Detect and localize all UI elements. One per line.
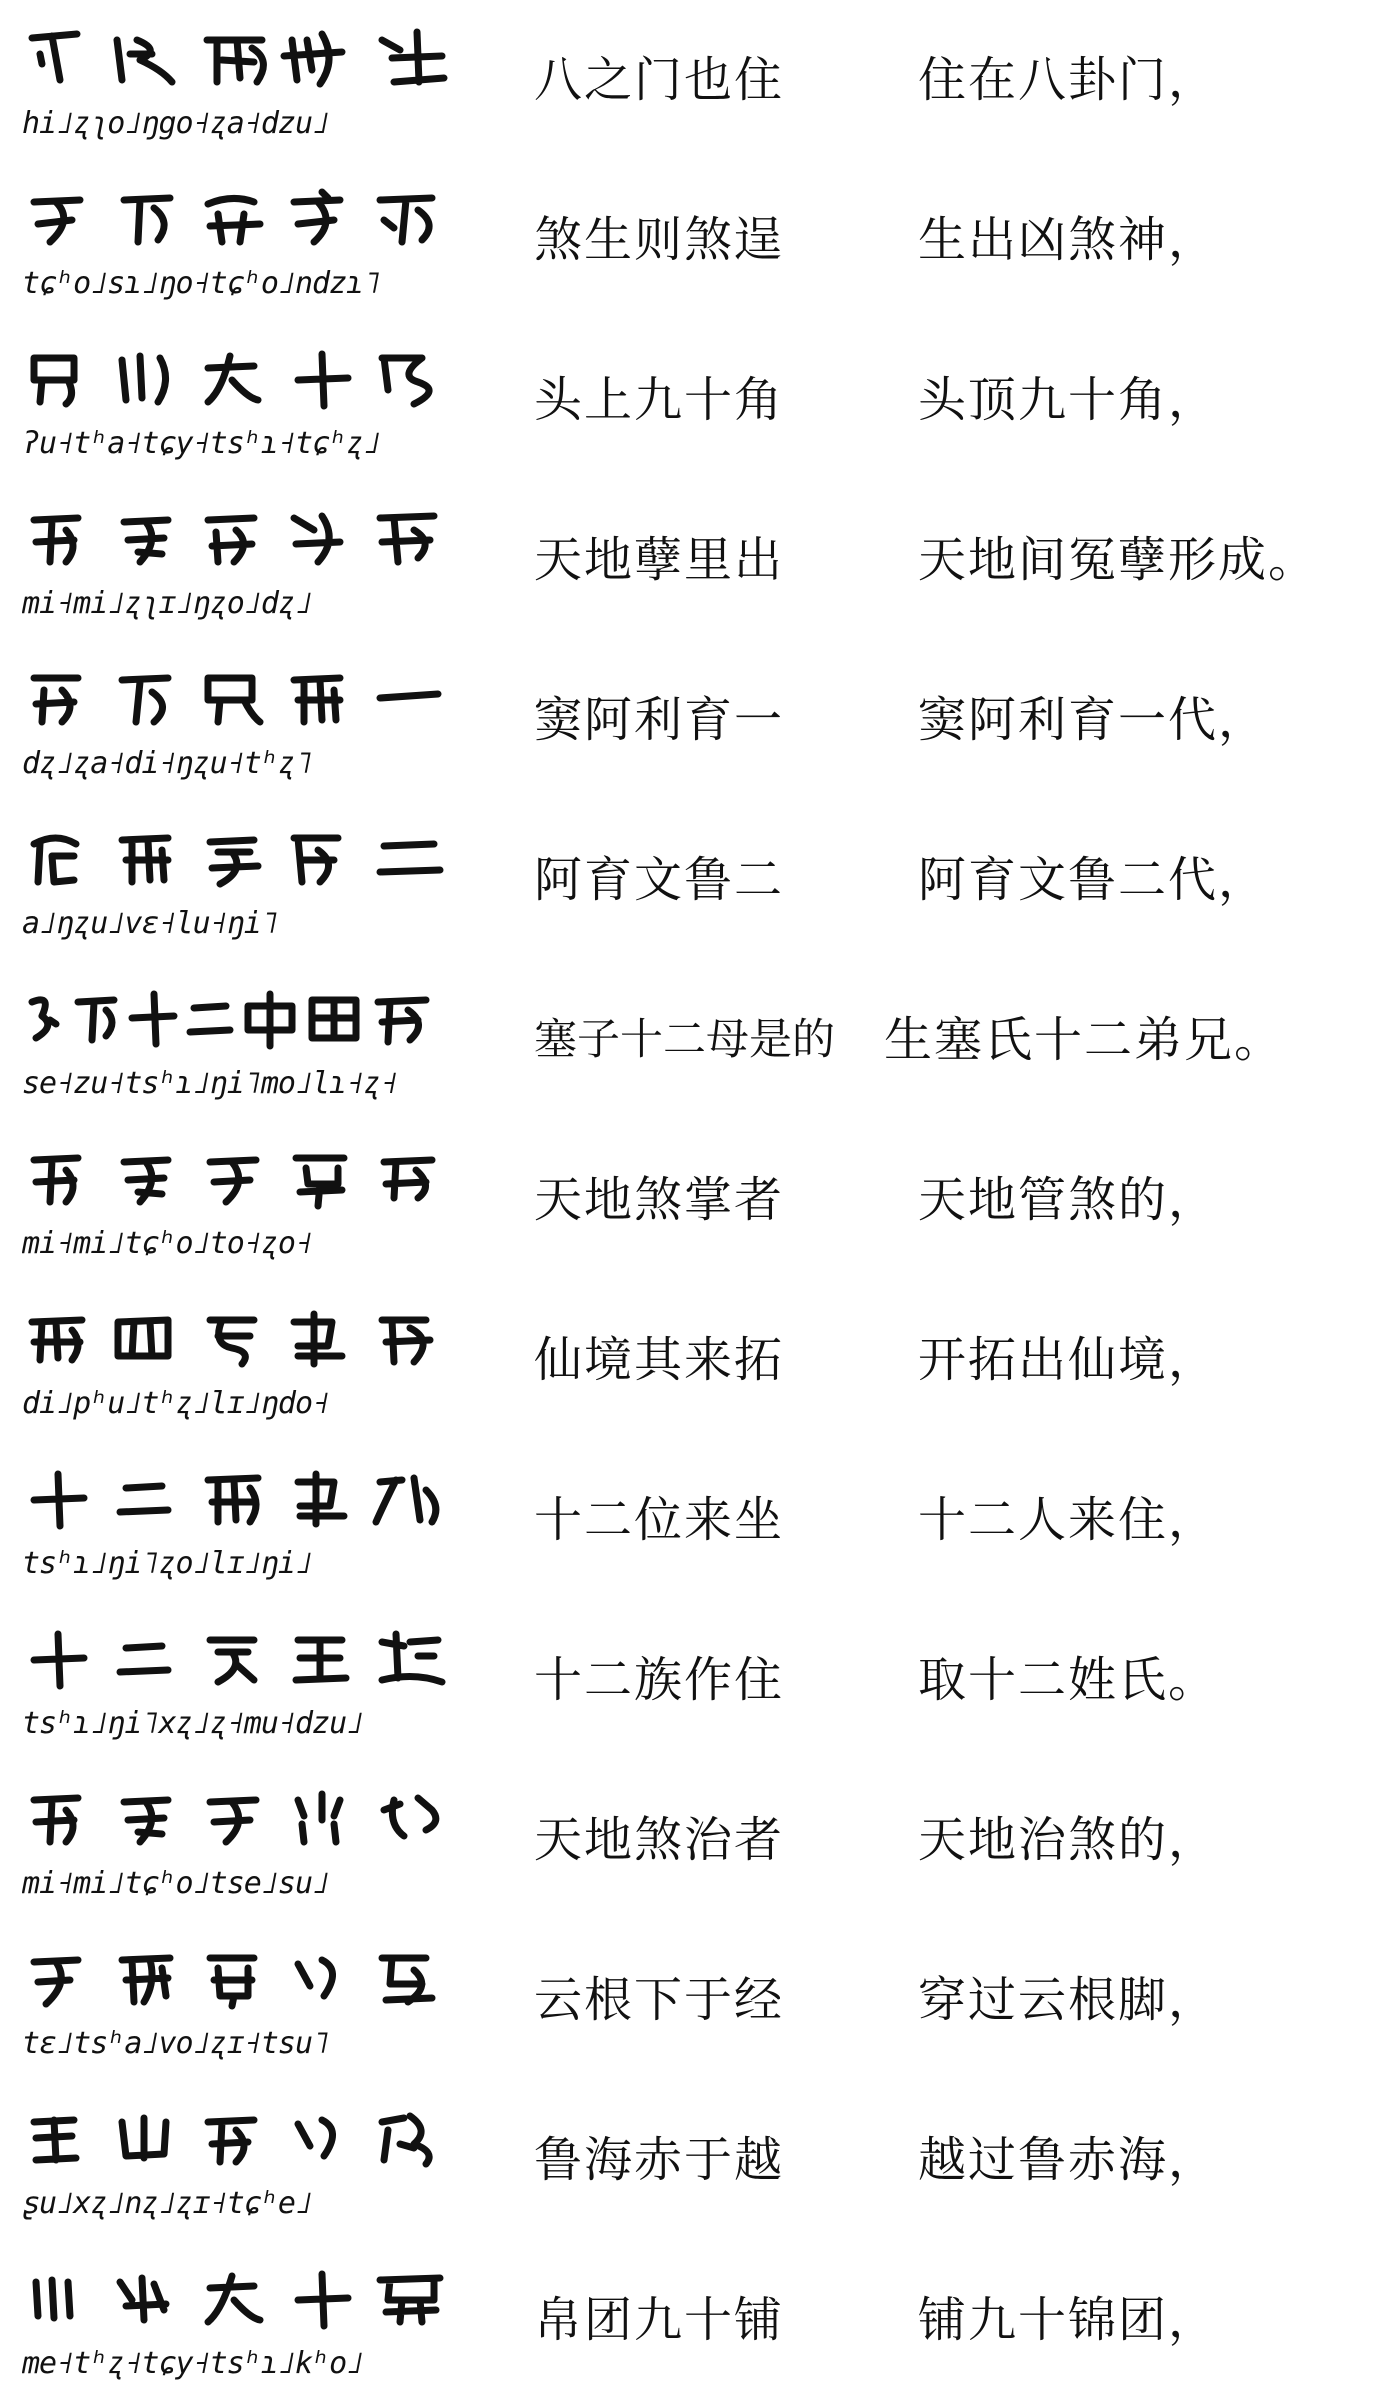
text-row [0,1760,1379,1920]
yi-script-cell [22,160,452,320]
yi-script-cell [22,480,452,640]
yi-script-glyphs [22,2260,452,2340]
yi-script-cell [22,1600,452,1760]
text-row [0,1280,1379,1440]
yi-script-cell [22,0,452,160]
free-translation: 越过鲁赤海， [918,2132,1219,2188]
yi-phonetic-transcription: mi˧mi˩ʐʅɪ˩ŋʐo˩dʐ˩ [22,586,313,621]
free-translation: 头顶九十角， [918,372,1219,428]
yi-script-cell [22,640,452,800]
yi-script-cell [22,2240,452,2400]
yi-phonetic-transcription: mi˧mi˩tɕʰo˩to˧ʐo˧ [22,1226,313,1261]
yi-phonetic-transcription: tsʰɿ˩ŋi˥xʐ˩ʐ˧mu˧dzu˩ [22,1706,364,1741]
yi-phonetic-transcription: tɛ˩tsʰa˩vo˩ʐɪ˧tsu˥ [22,2026,330,2061]
free-translation: 生出凶煞神， [918,212,1219,268]
yi-script-glyphs [22,1620,452,1700]
text-row [0,320,1379,480]
literal-gloss: 头上九十角 [534,372,785,428]
free-translation: 天地间冤孽形成。 [918,532,1319,588]
yi-script-glyphs [22,1780,452,1860]
free-translation: 取十二姓氏。 [918,1652,1219,1708]
yi-script-glyphs [22,1460,452,1540]
yi-phonetic-transcription: me˧tʰʐ˧tɕy˧tsʰɿ˩kʰo˩ [22,2346,364,2381]
yi-phonetic-transcription: ʔu˧tʰa˧tɕy˧tsʰɿ˧tɕʰʐ˩ [22,426,381,461]
yi-script-cell [22,1120,452,1280]
yi-script-glyphs [22,1300,452,1380]
yi-script-cell [22,960,452,1120]
text-row [0,2080,1379,2240]
yi-phonetic-transcription: ʂu˩xʐ˩nʐ˩ʐɪ˧tɕʰe˩ [22,2186,313,2221]
yi-script-glyphs [22,1140,452,1220]
literal-gloss: 塞子十二母是的 [534,1015,835,1065]
yi-phonetic-transcription: se˧zu˧tsʰɿ˩ŋi˥mo˩lɿ˧ʐ˧ [22,1066,398,1101]
free-translation: 生塞氏十二弟兄。 [884,1012,1285,1068]
yi-script-cell [22,2080,452,2240]
text-row [0,1600,1379,1760]
text-row [0,800,1379,960]
yi-script-glyphs [22,1940,452,2020]
free-translation: 住在八卦门， [918,52,1219,108]
literal-gloss: 鲁海赤于越 [534,2132,785,2188]
literal-gloss: 八之门也住 [534,52,785,108]
yi-phonetic-transcription: a˩ŋʐu˩vɛ˧lu˧ŋi˥ [22,906,278,941]
literal-gloss: 天地孽里出 [534,532,785,588]
literal-gloss: 天地煞治者 [534,1812,785,1868]
text-row [0,1440,1379,1600]
yi-phonetic-transcription: mi˧mi˩tɕʰo˩tse˩su˩ [22,1866,330,1901]
free-translation: 铺九十锦团， [918,2292,1219,2348]
free-translation: 窦阿利育一代， [918,692,1269,748]
text-row [0,640,1379,800]
text-row [0,0,1379,160]
yi-script-glyphs [22,340,452,420]
literal-gloss: 阿育文鲁二 [534,852,785,908]
yi-phonetic-transcription: di˩pʰu˩tʰʐ˩lɪ˩ŋdo˧ [22,1386,330,1421]
yi-phonetic-transcription: hi˩ʐʅo˩ŋgo˧ʐa˧dzu˩ [22,106,330,141]
literal-gloss: 云根下于经 [534,1972,785,2028]
text-row [0,2240,1379,2400]
text-row [0,960,1379,1120]
yi-phonetic-transcription: tɕʰo˩sɿ˩ŋo˧tɕʰo˩ndzɿ˥ [22,266,381,301]
yi-script-cell [22,1920,452,2080]
free-translation: 穿过云根脚， [918,1972,1219,2028]
yi-script-glyphs [22,20,452,100]
free-translation: 阿育文鲁二代， [918,852,1269,908]
yi-script-glyphs [22,500,452,580]
yi-script-cell [22,1440,452,1600]
free-translation: 开拓出仙境， [918,1332,1219,1388]
text-row [0,1920,1379,2080]
literal-gloss: 仙境其来拓 [534,1332,785,1388]
yi-script-glyphs [22,660,452,740]
yi-script-cell [22,320,452,480]
free-translation: 天地治煞的， [918,1812,1219,1868]
literal-gloss: 煞生则煞逞 [534,212,785,268]
text-row [0,480,1379,640]
yi-phonetic-transcription: dʐ˩ʐa˧di˧ŋʐu˧tʰʐ˥ [22,746,313,781]
yi-script-glyphs [22,2100,452,2180]
yi-script-glyphs [22,980,452,1060]
literal-gloss: 十二族作住 [534,1652,785,1708]
text-row [0,1120,1379,1280]
free-translation: 天地管煞的， [918,1172,1219,1228]
yi-script-glyphs [22,180,452,260]
literal-gloss: 窦阿利育一 [534,692,785,748]
yi-script-cell [22,1280,452,1440]
yi-script-cell [22,1760,452,1920]
literal-gloss: 十二位来坐 [534,1492,785,1548]
text-row [0,160,1379,320]
yi-script-glyphs [22,820,452,900]
yi-phonetic-transcription: tsʰɿ˩ŋi˥ʐo˩lɪ˩ŋi˩ [22,1546,313,1581]
literal-gloss: 天地煞掌者 [534,1172,785,1228]
free-translation: 十二人来住， [918,1492,1219,1548]
literal-gloss: 帛团九十铺 [534,2292,785,2348]
yi-script-cell [22,800,452,960]
